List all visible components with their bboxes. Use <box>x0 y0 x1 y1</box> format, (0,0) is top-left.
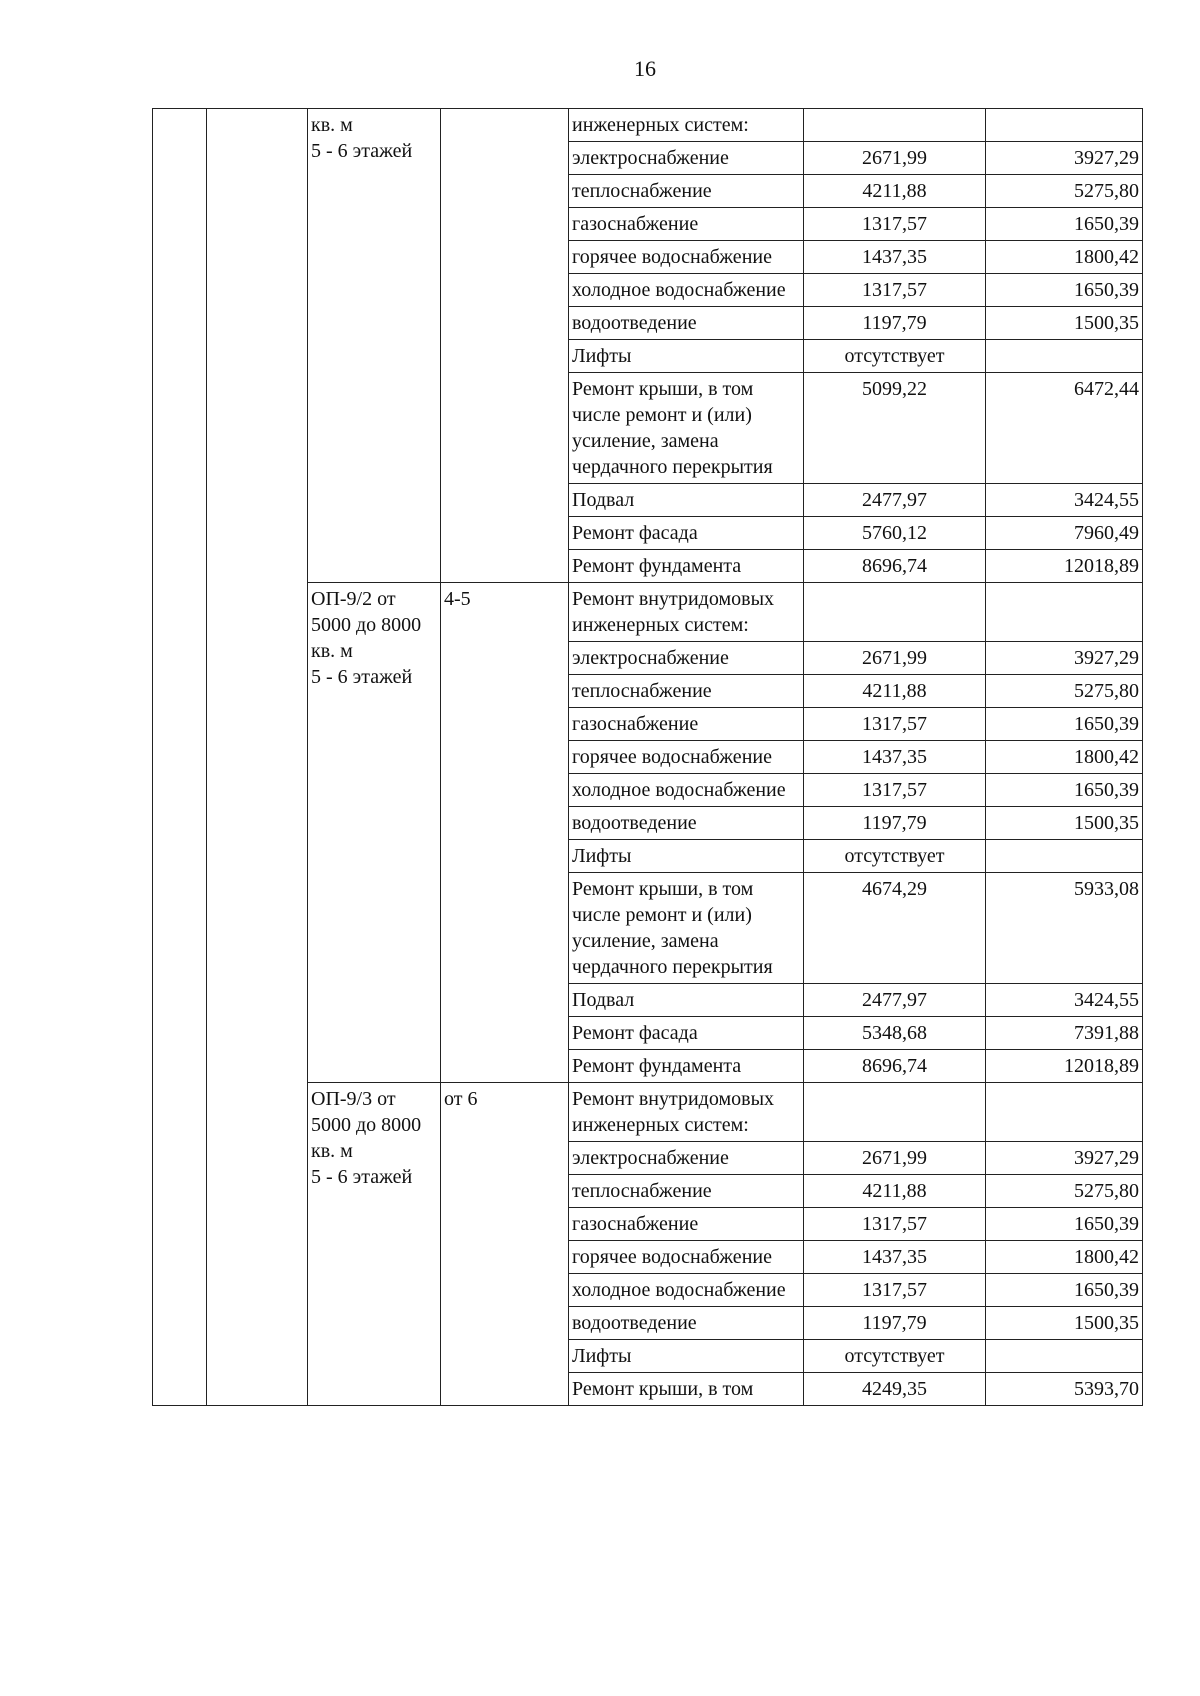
work-name-cell: газоснабжение <box>569 1208 804 1241</box>
work-name-cell: Ремонт фасада <box>569 517 804 550</box>
cost-min-cell: отсутствует <box>804 340 986 373</box>
work-name-cell: Ремонт фасада <box>569 1017 804 1050</box>
work-name-cell: горячее водоснабжение <box>569 1241 804 1274</box>
cost-min-cell: 1317,57 <box>804 208 986 241</box>
cost-max-cell: 1650,39 <box>986 1208 1143 1241</box>
cost-min-cell: 1317,57 <box>804 1208 986 1241</box>
cost-min-cell: 1437,35 <box>804 1241 986 1274</box>
cost-min-cell: 4211,88 <box>804 175 986 208</box>
cost-max-cell: 5275,80 <box>986 1175 1143 1208</box>
work-name-cell: холодное водоснабжение <box>569 1274 804 1307</box>
work-name-cell: теплоснабжение <box>569 1175 804 1208</box>
work-name-cell: водоотведение <box>569 307 804 340</box>
work-type-header: Ремонт внутридомовых инженерных систем: <box>569 1083 804 1142</box>
work-name-cell: Лифты <box>569 840 804 873</box>
cost-min-cell: 1437,35 <box>804 241 986 274</box>
cost-max-cell <box>986 340 1143 373</box>
cost-min-cell: 1317,57 <box>804 274 986 307</box>
cost-max-cell <box>986 840 1143 873</box>
cost-max-cell: 1650,39 <box>986 774 1143 807</box>
work-name-cell: Ремонт крыши, в том числе ремонт и (или) усиление, замена чердачного перекрытия <box>569 873 804 984</box>
cost-max-cell: 6472,44 <box>986 373 1143 484</box>
cost-min-cell: 2671,99 <box>804 142 986 175</box>
cost-max-cell: 5933,08 <box>986 873 1143 984</box>
value-cell-1 <box>804 109 986 142</box>
cost-max-cell: 3927,29 <box>986 1142 1143 1175</box>
blank-col-1 <box>153 109 207 1406</box>
cost-min-cell: 1317,57 <box>804 1274 986 1307</box>
cost-min-cell: 1437,35 <box>804 741 986 774</box>
work-name-cell: теплоснабжение <box>569 675 804 708</box>
work-type-header: Ремонт внутридомовых инженерных систем: <box>569 583 804 642</box>
cost-min-cell: 4674,29 <box>804 873 986 984</box>
cost-min-cell: 1197,79 <box>804 1307 986 1340</box>
work-name-cell: Лифты <box>569 340 804 373</box>
cost-max-cell: 1800,42 <box>986 741 1143 774</box>
cost-min-cell: 1197,79 <box>804 307 986 340</box>
cost-max-cell: 1650,39 <box>986 274 1143 307</box>
cost-min-cell: 2671,99 <box>804 1142 986 1175</box>
cost-min-cell: 8696,74 <box>804 1050 986 1083</box>
cost-min-cell: 5099,22 <box>804 373 986 484</box>
cost-max-cell: 1650,39 <box>986 1274 1143 1307</box>
work-name-cell: газоснабжение <box>569 708 804 741</box>
value-cell-2 <box>986 583 1143 642</box>
cost-min-cell: 1197,79 <box>804 807 986 840</box>
cost-max-cell: 12018,89 <box>986 1050 1143 1083</box>
work-name-cell: теплоснабжение <box>569 175 804 208</box>
work-name-cell: Ремонт фундамента <box>569 1050 804 1083</box>
cost-min-cell: 2477,97 <box>804 484 986 517</box>
cost-max-cell: 1500,35 <box>986 307 1143 340</box>
cost-max-cell: 1500,35 <box>986 807 1143 840</box>
work-name-cell: электроснабжение <box>569 642 804 675</box>
cost-min-cell: 1317,57 <box>804 774 986 807</box>
cost-table <box>152 108 1143 1406</box>
work-name-cell: Подвал <box>569 984 804 1017</box>
value-cell-1 <box>804 583 986 642</box>
value-cell-2 <box>986 109 1143 142</box>
work-name-cell: Ремонт крыши, в том <box>569 1373 804 1406</box>
floors-cell: 4-5 <box>441 583 569 1083</box>
work-name-cell: Ремонт фундамента <box>569 550 804 583</box>
cost-min-cell: отсутствует <box>804 1340 986 1373</box>
cost-max-cell: 3424,55 <box>986 484 1143 517</box>
work-name-cell: холодное водоснабжение <box>569 274 804 307</box>
floors-cell: от 6 <box>441 1083 569 1406</box>
work-name-cell: электроснабжение <box>569 1142 804 1175</box>
cost-max-cell: 5393,70 <box>986 1373 1143 1406</box>
work-name-cell: водоотведение <box>569 807 804 840</box>
cost-max-cell: 7391,88 <box>986 1017 1143 1050</box>
cost-max-cell: 1500,35 <box>986 1307 1143 1340</box>
cost-min-cell: 5760,12 <box>804 517 986 550</box>
cost-min-cell: 5348,68 <box>804 1017 986 1050</box>
work-type-header: инженерных систем: <box>569 109 804 142</box>
cost-max-cell: 1800,42 <box>986 241 1143 274</box>
cost-max-cell: 1650,39 <box>986 208 1143 241</box>
cost-table-body <box>153 109 1143 1406</box>
cost-min-cell: 1317,57 <box>804 708 986 741</box>
cost-max-cell: 12018,89 <box>986 550 1143 583</box>
cost-min-cell: 4211,88 <box>804 1175 986 1208</box>
cost-min-cell: 2477,97 <box>804 984 986 1017</box>
cost-max-cell: 1650,39 <box>986 708 1143 741</box>
cost-min-cell: 4211,88 <box>804 675 986 708</box>
work-name-cell: водоотведение <box>569 1307 804 1340</box>
work-name-cell: горячее водоснабжение <box>569 741 804 774</box>
value-cell-1 <box>804 1083 986 1142</box>
building-type-cell: ОП-9/3 от 5000 до 8000 кв. м 5 - 6 этажей <box>308 1083 441 1406</box>
cost-max-cell: 5275,80 <box>986 675 1143 708</box>
work-name-cell: Подвал <box>569 484 804 517</box>
floors-cell <box>441 109 569 583</box>
work-name-cell: горячее водоснабжение <box>569 241 804 274</box>
cost-min-cell: 8696,74 <box>804 550 986 583</box>
cost-max-cell: 3927,29 <box>986 642 1143 675</box>
table-row <box>153 109 1143 142</box>
cost-min-cell: отсутствует <box>804 840 986 873</box>
cost-max-cell <box>986 1340 1143 1373</box>
work-name-cell: Лифты <box>569 1340 804 1373</box>
cost-min-cell: 2671,99 <box>804 642 986 675</box>
cost-max-cell: 3424,55 <box>986 984 1143 1017</box>
building-type-cell: кв. м 5 - 6 этажей <box>308 109 441 583</box>
blank-col-2 <box>207 109 308 1406</box>
work-name-cell: Ремонт крыши, в том числе ремонт и (или) усиление, замена чердачного перекрытия <box>569 373 804 484</box>
page-number: 16 <box>634 56 656 81</box>
building-type-cell: ОП-9/2 от 5000 до 8000 кв. м 5 - 6 этажей <box>308 583 441 1083</box>
cost-max-cell: 7960,49 <box>986 517 1143 550</box>
cost-max-cell: 5275,80 <box>986 175 1143 208</box>
cost-max-cell: 3927,29 <box>986 142 1143 175</box>
cost-max-cell: 1800,42 <box>986 1241 1143 1274</box>
work-name-cell: холодное водоснабжение <box>569 774 804 807</box>
work-name-cell: газоснабжение <box>569 208 804 241</box>
cost-min-cell: 4249,35 <box>804 1373 986 1406</box>
work-name-cell: электроснабжение <box>569 142 804 175</box>
value-cell-2 <box>986 1083 1143 1142</box>
